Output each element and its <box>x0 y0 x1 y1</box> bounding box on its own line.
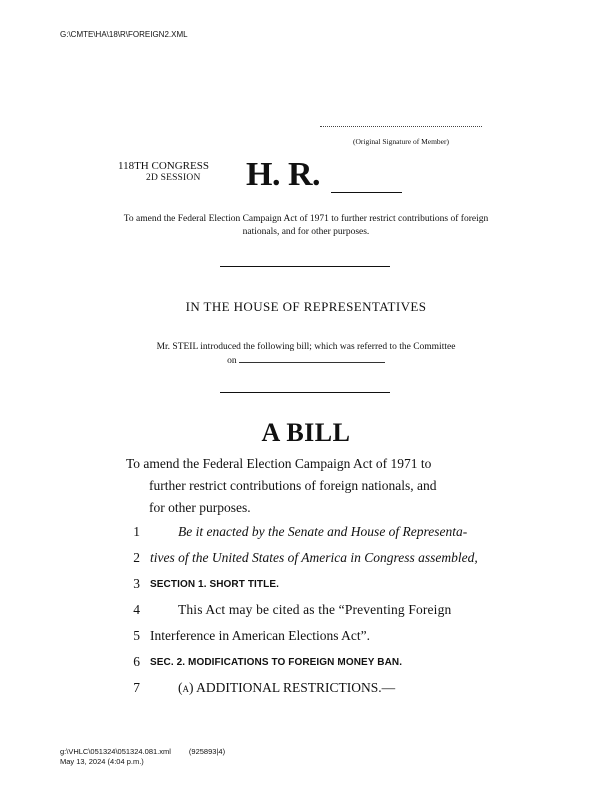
signature-line <box>320 126 482 127</box>
line-number: 5 <box>133 628 140 643</box>
signature-caption: (Original Signature of Member) <box>352 137 449 146</box>
footer-date: May 13, 2024 (4:04 p.m.) <box>60 757 144 766</box>
bill-heading: A BILL <box>261 418 351 447</box>
chamber-heading: IN THE HOUSE OF REPRESENTATIVES <box>185 299 427 314</box>
line-number: 1 <box>133 524 140 539</box>
long-title-line: further restrict contributions of foreign nationals, and <box>149 478 437 493</box>
committee-on-label: on <box>227 356 237 366</box>
introduction-statement <box>126 341 486 368</box>
footer-file: g:\VHLC\051324\051324.081.xml <box>60 747 171 756</box>
bill-number-prefix: H. R. <box>246 156 320 193</box>
header-file-path: G:\CMTE\HA\18\R\FOREIGN2.XML <box>60 30 188 39</box>
footer <box>60 747 225 767</box>
introduction-text: Mr. STEIL introduced the following bill; which was referred to the Committee <box>156 342 456 352</box>
subsection-heading: (a) ADDITIONAL RESTRICTIONS.— <box>178 680 396 695</box>
divider-rule <box>220 392 390 393</box>
bill-purpose: To amend the Federal Election Campaign Act of 1971 to further restrict contributions of foreign nationals, and for other purposes. <box>123 214 489 237</box>
line-number: 6 <box>133 654 140 669</box>
line-number: 4 <box>133 602 140 617</box>
congress-label: 118TH CONGRESS <box>118 160 209 172</box>
bill-number-blank <box>331 192 402 193</box>
body-text-line: This Act may be cited as the “Preventing Foreign <box>178 602 452 617</box>
long-title <box>126 453 486 519</box>
section-heading: SEC. 2. MODIFICATIONS TO FOREIGN MONEY BAN. <box>150 657 403 668</box>
line-number: 3 <box>133 576 140 591</box>
divider-rule <box>220 266 390 267</box>
session-label: 2D SESSION <box>146 173 201 183</box>
line-number: 7 <box>133 680 140 695</box>
committee-blank-line <box>239 354 385 363</box>
section-heading: SECTION 1. SHORT TITLE. <box>150 579 279 590</box>
enacting-clause-line: Be it enacted by the Senate and House of Representa- <box>178 524 468 539</box>
enacting-clause-line: tives of the United States of America in Congress assembled, <box>150 550 478 565</box>
long-title-line: To amend the Federal Election Campaign Act of 1971 to <box>126 456 432 471</box>
line-number: 2 <box>133 550 140 565</box>
footer-id: (925893|4) <box>188 747 226 756</box>
body-text-line: Interference in American Elections Act”. <box>150 628 371 643</box>
long-title-line: for other purposes. <box>149 500 251 515</box>
congress-session-block <box>118 160 209 184</box>
